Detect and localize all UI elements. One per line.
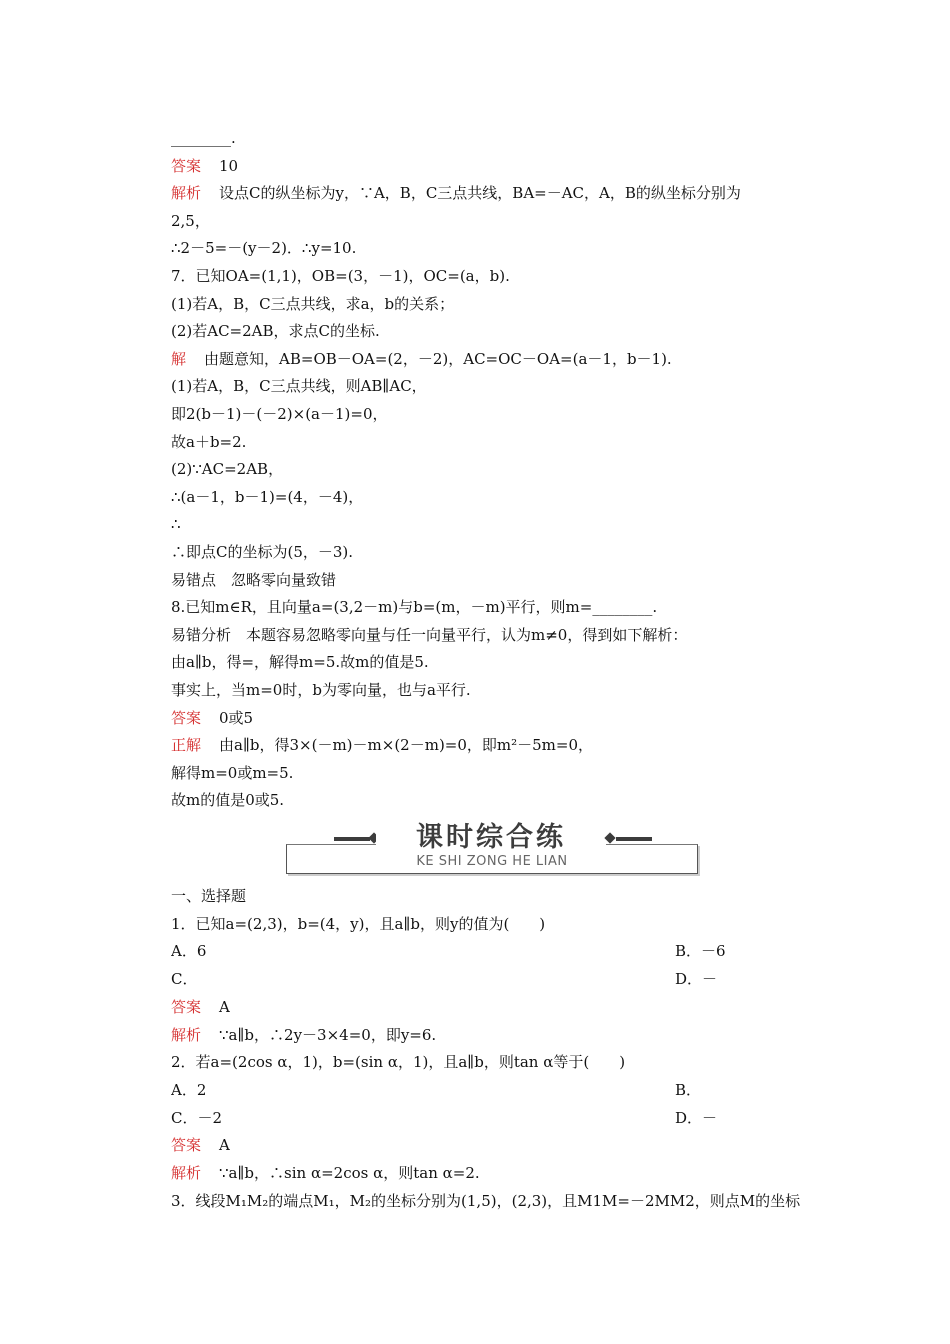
text-line (171, 432, 830, 454)
line-text: 7．已知OA=(1,1)，OB=(3，－1)，OC=(a，b). (171, 267, 510, 285)
line-text: ∴ (171, 515, 181, 534)
line-text: 设点C的纵坐标为y，∵A，B，C三点共线，BA=－AC，A，B的纵坐标分别为 (219, 184, 741, 203)
text-line (171, 763, 830, 785)
option-right: D．－ (675, 1108, 718, 1127)
line-text: A (219, 1136, 230, 1155)
text-line (171, 294, 830, 316)
text-line (171, 997, 830, 1019)
banner-title-bar (376, 824, 606, 852)
text-line (171, 680, 830, 702)
line-text: 事实上，当m=0时，b为零向量，也与a平行. (171, 681, 471, 699)
option-right: B．－6 (675, 942, 726, 961)
text-line (171, 570, 830, 592)
option-right: B． (675, 1080, 702, 1099)
line-text: ∴2－5=－(y－2)．∴y=10. (171, 239, 357, 258)
label-tag: 正解 (171, 736, 202, 755)
text-line (171, 1052, 830, 1074)
line-text: 一、选择题 (171, 887, 247, 905)
line-text: (1)若A，B，C三点共线，求a，b的关系； (171, 294, 455, 313)
line-text: 由a∥b，得=，解得m=5.故m的值是5. (171, 653, 429, 672)
text-line (171, 941, 830, 963)
text-line (171, 459, 830, 481)
section-banner (286, 824, 698, 874)
text-line (171, 1080, 830, 1102)
label-tag: 解析 (171, 1025, 202, 1044)
line-text: A (219, 997, 230, 1016)
line-text: ∴即点C的坐标为(5，－3). (171, 543, 354, 561)
text-line (171, 1108, 830, 1130)
text-line (171, 514, 830, 536)
line-text: (2)若AC=2AB，求点C的坐标. (171, 322, 380, 341)
text-line (171, 487, 830, 509)
text-line (171, 266, 830, 288)
line-text: 2,5， (171, 211, 210, 230)
text-line (171, 1025, 830, 1047)
label-tag: 答案 (171, 708, 202, 727)
text-line (171, 128, 830, 150)
line-text: (1)若A，B，C三点共线，则AB∥AC， (171, 377, 427, 396)
text-line (171, 914, 830, 936)
line-text: ∵a∥b，∴sin α=2cos α，则tan α=2. (219, 1164, 480, 1182)
line-text: 3．线段M₁M₂的端点M₁，M₂的坐标分别为(1,5)，(2,3)，且M1M=－2MM2，则点M的坐标 (171, 1191, 801, 1210)
line-text: 由题意知，AB=OB－OA=(2，－2)，AC=OC－OA=(a－1，b－1). (204, 349, 672, 368)
text-line (171, 542, 830, 564)
label-tag: 解析 (171, 1164, 202, 1182)
text-line (171, 238, 830, 260)
line-text: A．2 (171, 1080, 207, 1099)
text-line (171, 321, 830, 343)
text-line (171, 211, 830, 233)
line-text: C．－2 (171, 1108, 223, 1127)
line-text: C． (171, 970, 198, 989)
text-line (171, 790, 830, 812)
text-line (171, 156, 830, 178)
line-text: 10 (219, 156, 239, 175)
text-line (171, 886, 830, 908)
line-text: 0或5 (219, 708, 254, 727)
line-text: 易错点 忽略零向量致错 (171, 570, 337, 589)
line-text: 8.已知m∈R，且向量a=(3,2－m)与b=(m，－m)平行，则m=________. (171, 598, 658, 617)
line-text: ∵a∥b，∴2y－3×4=0，即y=6. (219, 1025, 437, 1044)
banner-dot-right (604, 832, 615, 843)
label-tag: 答案 (171, 156, 202, 175)
line-text: 易错分析 本题容易忽略零向量与任一向量平行，认为m≠0，得到如下解析： (171, 625, 688, 644)
line-text: 1．已知a=(2,3)，b=(4，y)，且a∥b，则y的值为( ) (171, 914, 546, 933)
text-line (171, 969, 830, 991)
line-text: ________. (171, 129, 236, 147)
text-line (171, 1135, 830, 1157)
text-line (171, 652, 830, 674)
label-tag: 答案 (171, 1136, 202, 1155)
line-text: 故a＋b=2. (171, 432, 247, 451)
text-line (171, 376, 830, 398)
banner-title: 课时综合练 (416, 822, 566, 853)
text-line (171, 625, 830, 647)
line-text: ∴(a－1，b－1)=(4，－4)， (171, 487, 364, 506)
banner-dash-left (334, 837, 370, 841)
text-line (171, 1163, 830, 1185)
line-text: A．6 (171, 942, 207, 961)
label-tag: 答案 (171, 997, 202, 1016)
text-line (171, 1191, 830, 1213)
text-line (171, 349, 830, 371)
banner-dash-right (616, 837, 652, 841)
label-tag: 解 (171, 349, 187, 368)
line-text: (2)∵AC=2AB， (171, 460, 284, 479)
text-line (171, 597, 830, 619)
text-line (171, 708, 830, 730)
text-line (171, 735, 830, 757)
line-text: 2．若a=(2cos α，1)，b=(sin α，1)，且a∥b，则tan α等于( ) (171, 1053, 626, 1072)
line-text: 解得m=0或m=5. (171, 763, 294, 782)
text-line (171, 183, 830, 205)
line-text: 即2(b－1)－(－2)×(a－1)=0， (171, 405, 388, 423)
line-text: 由a∥b，得3×(－m)－m×(2－m)=0，即m²－5m=0， (219, 736, 594, 755)
option-right: D．－ (675, 970, 718, 989)
banner-subtitle: KE SHI ZONG HE LIAN (416, 854, 568, 869)
text-line (171, 404, 830, 426)
label-tag: 解析 (171, 184, 202, 203)
line-text: 故m的值是0或5. (171, 791, 285, 810)
